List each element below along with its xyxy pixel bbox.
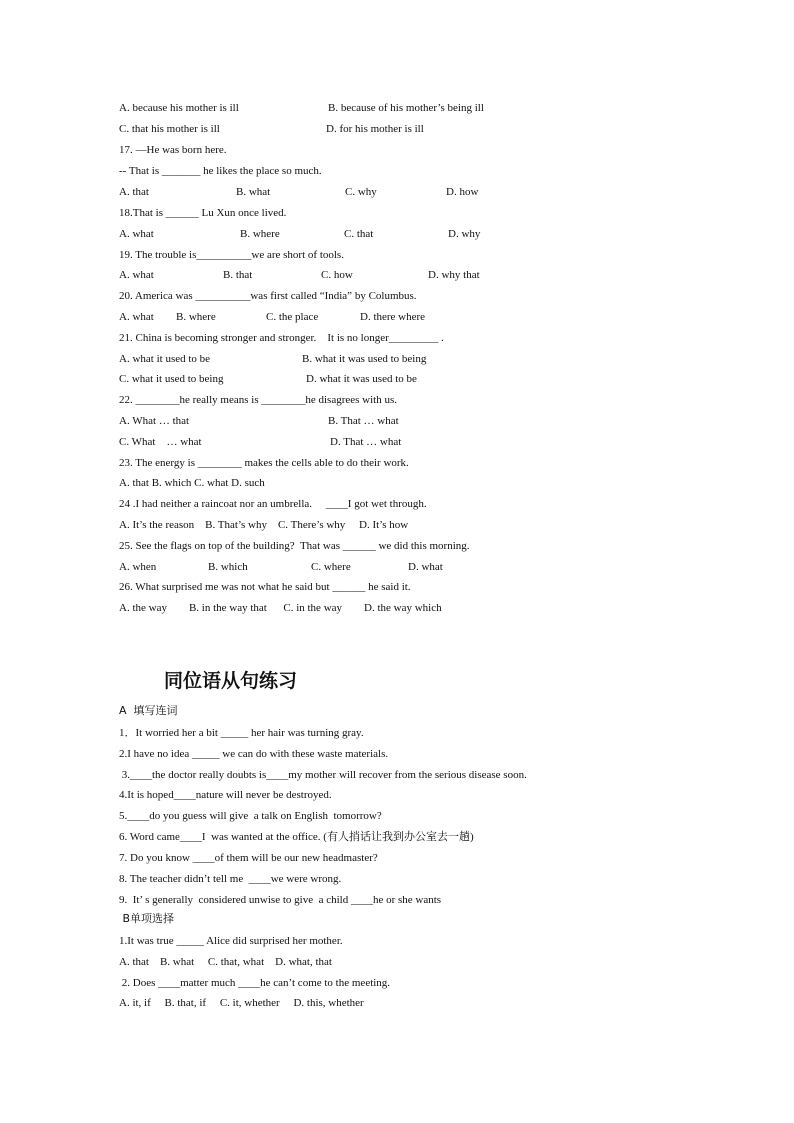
question-17-reply: -- That is _______ he likes the place so much. xyxy=(119,165,322,177)
option-b: B. that xyxy=(223,269,253,281)
option-a: A. what xyxy=(119,311,154,323)
question-17: 17. —He was born here. xyxy=(119,144,227,156)
option-c: C. why xyxy=(345,186,377,198)
part-a-heading: A 填写连词 xyxy=(119,704,178,717)
option-d: D. what it was used to be xyxy=(306,373,417,385)
part-b-heading: B单项选择 xyxy=(119,912,175,925)
fill-question-6: 6. Word came____I was wanted at the office. (有人捎话让我到办公室去一趟) xyxy=(119,831,474,843)
q23-options: A. that B. which C. what D. such xyxy=(119,477,265,489)
fill-question-3: 3.____the doctor really doubts is____my mother will recover from the serious disease soon. xyxy=(119,769,527,781)
question-19: 19. The trouble is__________we are short of tools. xyxy=(119,249,344,261)
option-b: B. That … what xyxy=(328,415,399,427)
question-26: 26. What surprised me was not what he said but ______ he said it. xyxy=(119,581,411,593)
option-d: D. what xyxy=(408,561,443,573)
question-22: 22. ________he really means is ________he disagrees with us. xyxy=(119,394,398,406)
question-23: 23. The energy is ________ makes the cells able to do their work. xyxy=(119,457,409,469)
option-c: C. the place xyxy=(266,311,319,323)
option-d: D. why that xyxy=(428,269,480,281)
option-a: A. because his mother is ill xyxy=(119,102,239,114)
fill-question-1: 1．It worried her a bit _____ her hair was turning gray. xyxy=(119,727,364,739)
option-a: A. what xyxy=(119,269,154,281)
option-b: B. what xyxy=(236,186,271,198)
option-c: C. that his mother is ill xyxy=(119,123,220,135)
option-c: C. where xyxy=(311,561,351,573)
choice-question-1-options: A. that B. what C. that, what D. what, that xyxy=(119,956,332,968)
fill-question-2: 2.I have no idea _____ we can do with these waste materials. xyxy=(119,748,389,760)
option-d: D. why xyxy=(448,228,481,240)
question-18: 18.That is ______ Lu Xun once lived. xyxy=(119,207,287,219)
option-a: A. What … that xyxy=(119,415,190,427)
option-b: B. because of his mother’s being ill xyxy=(328,102,484,114)
q26-options: A. the way B. in the way that C. in the way D. the way which xyxy=(119,602,442,614)
option-c: C. how xyxy=(321,269,353,281)
fill-question-7: 7. Do you know ____of them will be our new headmaster? xyxy=(119,852,378,864)
option-a: A. when xyxy=(119,561,157,573)
question-25: 25. See the flags on top of the building? That was ______ we did this morning. xyxy=(119,540,470,552)
option-a: A. what xyxy=(119,228,154,240)
option-b: B. what it was used to being xyxy=(302,353,427,365)
option-b: B. where xyxy=(240,228,280,240)
question-24: 24 .I had neither a raincoat nor an umbrella. ____I got wet through. xyxy=(119,498,427,510)
fill-question-4: 4.It is hoped____nature will never be destroyed. xyxy=(119,789,332,801)
section-title: 同位语从句练习 xyxy=(164,670,298,692)
question-20: 20. America was __________was first called “India” by Columbus. xyxy=(119,290,417,302)
option-a: A. what it used to be xyxy=(119,353,211,365)
fill-question-8: 8. The teacher didn’t tell me ____we were wrong. xyxy=(119,873,342,885)
option-c: C. that xyxy=(344,228,374,240)
choice-question-1: 1.It was true _____ Alice did surprised her mother. xyxy=(119,935,343,947)
option-c: C. What … what xyxy=(119,436,202,448)
option-d: D. That … what xyxy=(330,436,402,448)
fill-question-5: 5.____do you guess will give a talk on English tomorrow? xyxy=(119,810,382,822)
option-d: D. there where xyxy=(360,311,426,323)
choice-question-2-options: A. it, if B. that, if C. it, whether D. this, whether xyxy=(119,997,364,1009)
option-b: B. which xyxy=(208,561,248,573)
q24-options: A. It’s the reason B. That’s why C. There’s why D. It’s how xyxy=(119,519,409,531)
option-a: A. that xyxy=(119,186,149,198)
question-21: 21. China is becoming stronger and stronger. It is no longer_________ . xyxy=(119,332,444,344)
fill-question-9: 9. It’ s generally considered unwise to give a child ____he or she wants xyxy=(119,894,442,906)
option-c: C. what it used to being xyxy=(119,373,224,385)
option-b: B. where xyxy=(176,311,216,323)
option-d: D. how xyxy=(446,186,479,198)
choice-question-2: 2. Does ____matter much ____he can’t come to the meeting. xyxy=(119,977,391,989)
option-d: D. for his mother is ill xyxy=(326,123,424,135)
